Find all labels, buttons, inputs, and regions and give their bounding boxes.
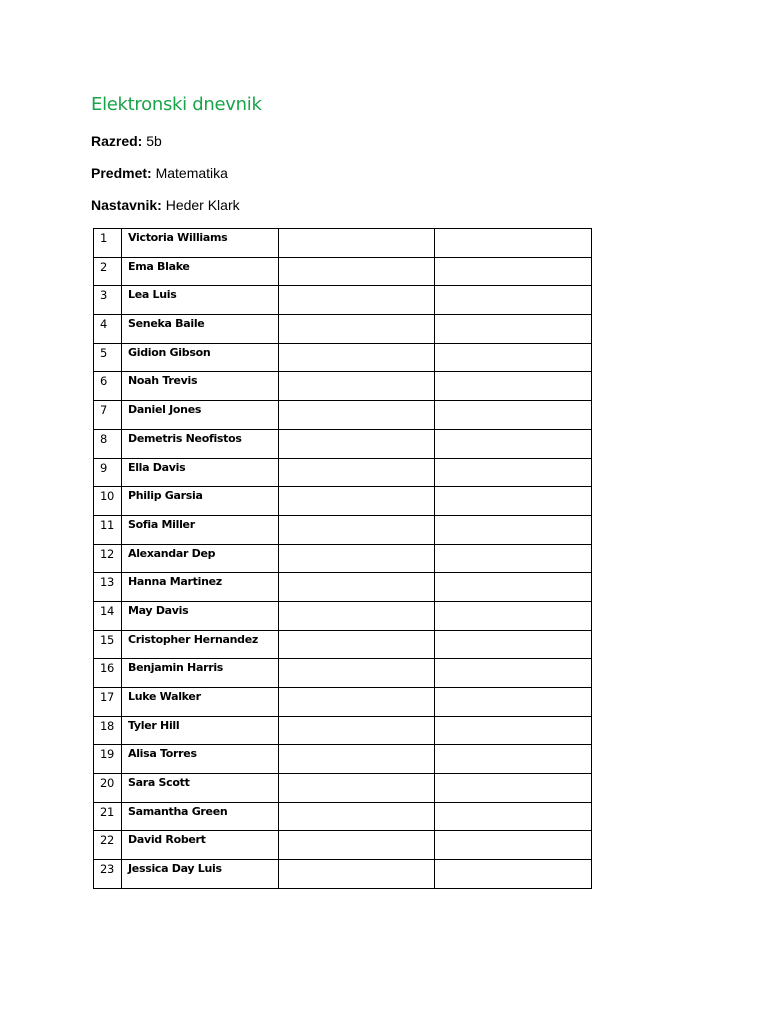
subject-label: Predmet:: [91, 165, 152, 181]
student-name: Cristopher Hernandez: [122, 630, 279, 659]
student-name: Tyler Hill: [122, 716, 279, 745]
row-number: 18: [94, 716, 122, 745]
row-number: 5: [94, 343, 122, 372]
row-number: 9: [94, 458, 122, 487]
row-number: 10: [94, 487, 122, 516]
grade-cell[interactable]: [435, 745, 592, 774]
grade-cell[interactable]: [279, 601, 435, 630]
grade-cell[interactable]: [279, 343, 435, 372]
student-name: Sara Scott: [122, 774, 279, 803]
table-row: [94, 343, 592, 372]
row-number: 22: [94, 831, 122, 860]
grade-cell[interactable]: [279, 286, 435, 315]
grade-cell[interactable]: [435, 343, 592, 372]
grade-cell[interactable]: [279, 315, 435, 344]
grade-cell[interactable]: [279, 429, 435, 458]
student-name: Alexandar Dep: [122, 544, 279, 573]
teacher-value: Heder Klark: [165, 197, 240, 213]
grade-cell[interactable]: [435, 429, 592, 458]
table-row: [94, 315, 592, 344]
grade-cell[interactable]: [435, 688, 592, 717]
student-name: Luke Walker: [122, 688, 279, 717]
table-row: [94, 573, 592, 602]
student-table: [93, 228, 592, 889]
student-name: Lea Luis: [122, 286, 279, 315]
grade-cell[interactable]: [279, 659, 435, 688]
grade-cell[interactable]: [435, 229, 592, 258]
row-number: 1: [94, 229, 122, 258]
table-row: [94, 401, 592, 430]
table-row: [94, 831, 592, 860]
grade-cell[interactable]: [435, 716, 592, 745]
table-row: [94, 458, 592, 487]
row-number: 6: [94, 372, 122, 401]
grade-cell[interactable]: [279, 716, 435, 745]
grade-cell[interactable]: [435, 659, 592, 688]
grade-cell[interactable]: [435, 515, 592, 544]
table-row: [94, 745, 592, 774]
row-number: 13: [94, 573, 122, 602]
grade-cell[interactable]: [435, 315, 592, 344]
table-row: [94, 257, 592, 286]
row-number: 17: [94, 688, 122, 717]
grade-cell[interactable]: [435, 573, 592, 602]
subject-value: Matematika: [155, 165, 228, 181]
grade-cell[interactable]: [279, 257, 435, 286]
grade-cell[interactable]: [435, 630, 592, 659]
grade-cell[interactable]: [279, 544, 435, 573]
class-value: 5b: [146, 133, 162, 149]
student-name: Daniel Jones: [122, 401, 279, 430]
table-row: [94, 860, 592, 889]
grade-cell[interactable]: [435, 831, 592, 860]
student-name: David Robert: [122, 831, 279, 860]
document-title: Elektronski dnevnik: [91, 94, 262, 115]
grade-cell[interactable]: [279, 229, 435, 258]
table-row: [94, 601, 592, 630]
student-name: Ella Davis: [122, 458, 279, 487]
student-name: May Davis: [122, 601, 279, 630]
row-number: 4: [94, 315, 122, 344]
student-name: Jessica Day Luis: [122, 860, 279, 889]
row-number: 19: [94, 745, 122, 774]
grade-cell[interactable]: [279, 573, 435, 602]
grade-cell[interactable]: [435, 257, 592, 286]
grade-cell[interactable]: [279, 802, 435, 831]
row-number: 16: [94, 659, 122, 688]
table-row: [94, 229, 592, 258]
row-number: 2: [94, 257, 122, 286]
grade-cell[interactable]: [279, 487, 435, 516]
grade-cell[interactable]: [279, 860, 435, 889]
grade-cell[interactable]: [435, 860, 592, 889]
grade-cell[interactable]: [435, 458, 592, 487]
grade-cell[interactable]: [279, 688, 435, 717]
teacher-label: Nastavnik:: [91, 197, 162, 213]
student-name: Noah Trevis: [122, 372, 279, 401]
table-row: [94, 544, 592, 573]
class-label: Razred:: [91, 133, 143, 149]
student-name: Gidion Gibson: [122, 343, 279, 372]
row-number: 14: [94, 601, 122, 630]
row-number: 11: [94, 515, 122, 544]
student-name: Sofia Miller: [122, 515, 279, 544]
student-name: Philip Garsia: [122, 487, 279, 516]
row-number: 8: [94, 429, 122, 458]
row-number: 15: [94, 630, 122, 659]
table-row: [94, 630, 592, 659]
table-row: [94, 515, 592, 544]
row-number: 20: [94, 774, 122, 803]
student-name: Ema Blake: [122, 257, 279, 286]
grade-cell[interactable]: [435, 372, 592, 401]
grade-cell[interactable]: [435, 487, 592, 516]
grade-cell[interactable]: [435, 544, 592, 573]
grade-cell[interactable]: [279, 745, 435, 774]
student-name: Victoria Williams: [122, 229, 279, 258]
table-row: [94, 286, 592, 315]
table-row: [94, 487, 592, 516]
class-line: [91, 133, 162, 149]
student-name: Demetris Neofistos: [122, 429, 279, 458]
row-number: 21: [94, 802, 122, 831]
table-row: [94, 429, 592, 458]
table-row: [94, 688, 592, 717]
grade-cell[interactable]: [279, 515, 435, 544]
table-row: [94, 372, 592, 401]
student-name: Benjamin Harris: [122, 659, 279, 688]
grade-cell[interactable]: [435, 802, 592, 831]
row-number: 23: [94, 860, 122, 889]
table-row: [94, 716, 592, 745]
grade-cell[interactable]: [435, 774, 592, 803]
grade-cell[interactable]: [279, 630, 435, 659]
table-row: [94, 659, 592, 688]
row-number: 12: [94, 544, 122, 573]
grade-cell[interactable]: [435, 286, 592, 315]
grade-cell[interactable]: [279, 774, 435, 803]
teacher-line: [91, 197, 240, 213]
student-name: Samantha Green: [122, 802, 279, 831]
row-number: 7: [94, 401, 122, 430]
grade-cell[interactable]: [435, 601, 592, 630]
grade-cell[interactable]: [279, 372, 435, 401]
grade-cell[interactable]: [435, 401, 592, 430]
student-name: Hanna Martinez: [122, 573, 279, 602]
row-number: 3: [94, 286, 122, 315]
grade-cell[interactable]: [279, 458, 435, 487]
student-name: Alisa Torres: [122, 745, 279, 774]
student-rows: [94, 229, 592, 889]
table-row: [94, 774, 592, 803]
student-name: Seneka Baile: [122, 315, 279, 344]
subject-line: [91, 165, 228, 181]
grade-cell[interactable]: [279, 401, 435, 430]
table-row: [94, 802, 592, 831]
grade-cell[interactable]: [279, 831, 435, 860]
